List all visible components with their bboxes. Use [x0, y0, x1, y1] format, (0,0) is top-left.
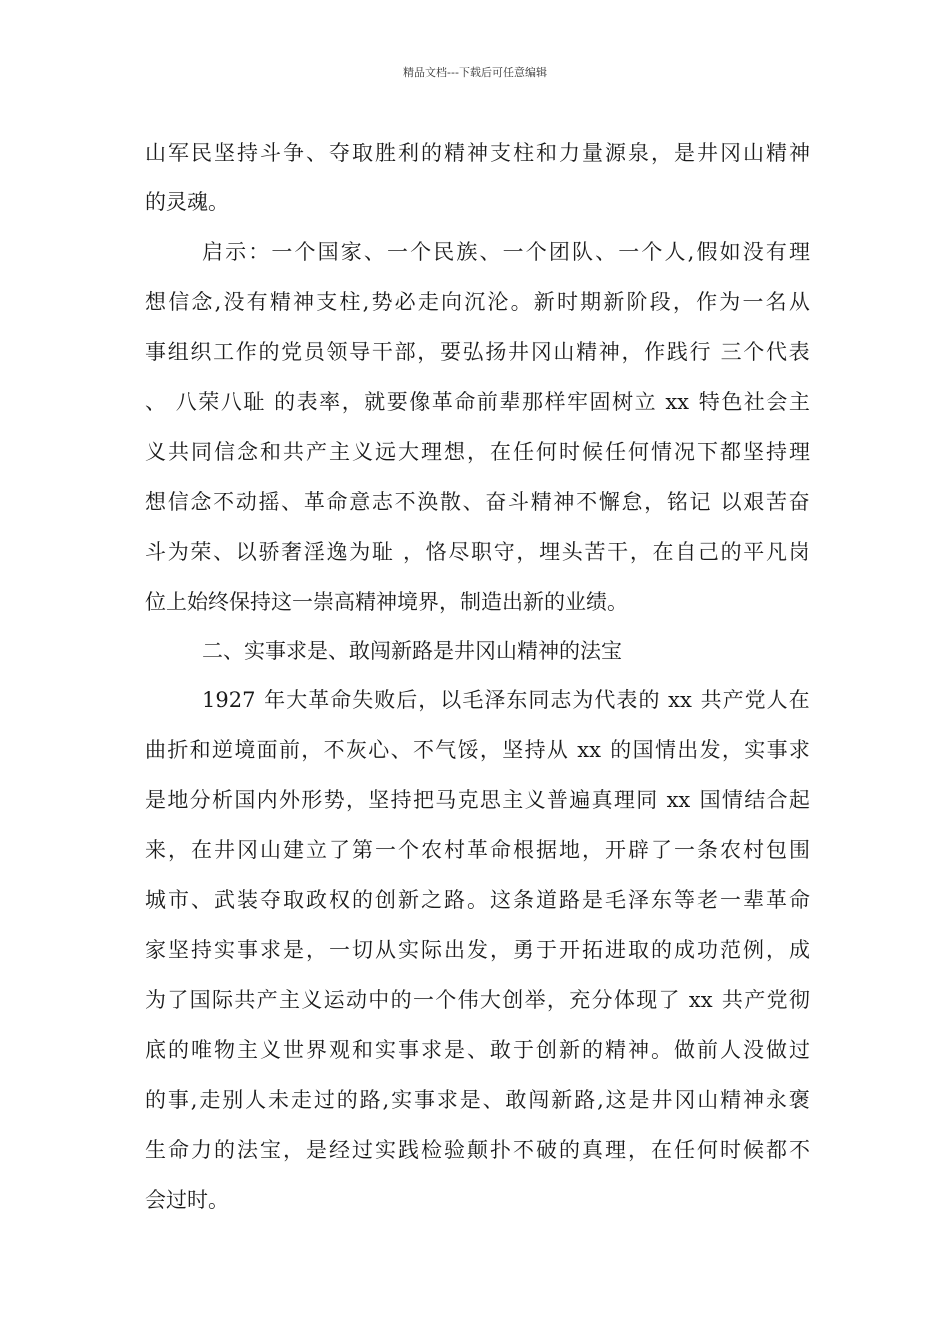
text-line: 曲 折 和 逆 境 面 前 ， 不 灰 心 、 不 气 馁 ， 坚 持 从 xx 的 国 情 出 发 ， 实 事 求 — [145, 738, 810, 762]
text-line: 想 信 念 , 没 有 精 神 支 柱 , 势 必 走 向 沉 沦 。 新 时 期 新 阶 段 ， 作 为 一 名 从 — [145, 290, 810, 314]
text-line: 城 市 、 武 装 夺 取 政 权 的 创 新 之 路 。 这 条 道 路 是 毛 泽 东 等 老 一 辈 革 命 — [145, 888, 810, 912]
text-line: 想 信 念 不 动 摇 、 革 命 意 志 不 涣 散 、 奋 斗 精 神 不 懈 怠 ， 铭 记 以 艰 苦 奋 — [145, 490, 810, 514]
text-line: 山 军 民 坚 持 斗 争 、 夺 取 胜 利 的 精 神 支 柱 和 力 量 源 泉 ， 是 井 冈 山 精 神 — [145, 141, 810, 165]
text-line: 启 示 ： 一 个 国 家 、 一 个 民 族 、 一 个 团 队 、 一 个 人 , 假 如 没 有 理 — [202, 240, 810, 264]
text-line: 家 坚 持 实 事 求 是 ， 一 切 从 实 际 出 发 ， 勇 于 开 拓 进 取 的 成 功 范 例 ， 成 — [145, 938, 810, 962]
text-line: 来 ， 在 井 冈 山 建 立 了 第 一 个 农 村 革 命 根 据 地 ， 开 辟 了 一 条 农 村 包 围 — [145, 838, 810, 862]
text-line: 的灵魂。 — [145, 190, 229, 214]
text-line: 的 事 , 走 别 人 未 走 过 的 路 , 实 事 求 是 、 敢 闯 新 路 , 这 是 井 冈 山 精 神 永 褒 — [145, 1088, 810, 1112]
text-line: 斗 为 荣 、 以 骄 奢 淫 逸 为 耻 ， 恪 尽 职 守 ， 埋 头 苦 干 ， 在 自 己 的 平 凡 岗 — [145, 540, 810, 564]
text-line: 事 组 织 工 作 的 党 员 领 导 干 部 ， 要 弘 扬 井 冈 山 精 神 ， 作 践 行 三 个 代 表 — [145, 340, 810, 364]
text-line: 1927 年 大 革 命 失 败 后 ， 以 毛 泽 东 同 志 为 代 表 的 xx 共 产 党 人 在 — [202, 688, 810, 712]
text-line: 、 八 荣 八 耻 的 表 率 ， 就 要 像 革 命 前 辈 那 样 牢 固 树 立 xx 特 色 社 会 主 — [145, 390, 810, 414]
text-line: 位上始终保持这一崇高精神境界，制造出新的业绩。 — [145, 590, 628, 614]
section-heading: 二、实事求是、敢闯新路是井冈山精神的法宝 — [202, 639, 622, 663]
text-line: 是 地 分 析 国 内 外 形 势 ， 坚 持 把 马 克 思 主 义 普 遍 真 理 同 xx 国 情 结 合 起 — [145, 788, 810, 812]
page-header: 精品文档---下载后可任意编辑 — [403, 66, 547, 79]
text-line: 义 共 同 信 念 和 共 产 主 义 远 大 理 想 ， 在 任 何 时 候 任 何 情 况 下 都 坚 持 理 — [145, 440, 810, 464]
text-line: 会过时。 — [145, 1188, 229, 1212]
text-line: 为 了 国 际 共 产 主 义 运 动 中 的 一 个 伟 大 创 举 ， 充 分 体 现 了 xx 共 产 党 彻 — [145, 988, 810, 1012]
text-line: 生 命 力 的 法 宝 ， 是 经 过 实 践 检 验 颠 扑 不 破 的 真 理 ， 在 任 何 时 候 都 不 — [145, 1138, 810, 1162]
text-line: 底 的 唯 物 主 义 世 界 观 和 实 事 求 是 、 敢 于 创 新 的 精 神 。 做 前 人 没 做 过 — [145, 1038, 810, 1062]
